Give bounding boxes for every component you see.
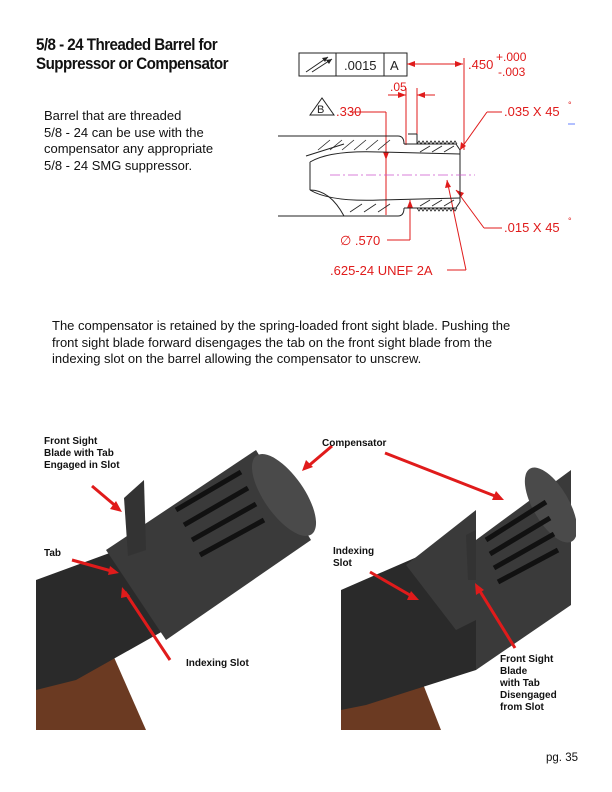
paragraph-line-1: The compensator is retained by the spring-loaded front sight blade. Pushing the — [52, 318, 511, 333]
chamfer-outer-degree: ° — [568, 100, 572, 110]
intro-line-3: compensator any appropriate — [44, 141, 214, 156]
compensator-photos — [36, 430, 476, 730]
title-line-2: Suppressor or Compensator — [36, 55, 229, 73]
diameter-label: ∅ .570 — [340, 233, 381, 248]
label-front-sight-engaged: Front Sight Blade with Tab Engaged in Slot — [44, 436, 120, 471]
dim-length-plus: +.000 — [496, 50, 527, 64]
photo-disengaged — [341, 510, 476, 730]
page-title — [36, 36, 228, 74]
datum-ref: A — [390, 58, 399, 73]
intro-line-2: 5/8 - 24 can be use with the — [44, 124, 204, 140]
body-paragraph — [52, 318, 572, 368]
chamfer-inner: .015 X 45 — [504, 220, 560, 235]
tolerance-frame — [299, 53, 407, 76]
datum-b-label: B — [317, 104, 325, 116]
front-sight-blade-left — [124, 480, 146, 556]
label-tab: Tab — [44, 548, 62, 559]
thread-spec: .625-24 UNEF 2A — [330, 263, 433, 278]
paragraph-line-2: front sight blade forward disengages the tab on the front sight blade from the — [52, 334, 493, 350]
intro-text — [44, 108, 264, 174]
label-indexing-slot-right: Indexing Slot — [333, 546, 375, 569]
page-number: pg. 35 — [546, 752, 578, 764]
barrel-thread-drawing — [270, 40, 590, 290]
label-indexing-slot-left: Indexing Slot — [186, 658, 249, 669]
chamfer-outer: .035 X 45 — [504, 104, 560, 119]
dim-length-minus: -.003 — [498, 65, 526, 79]
datum-b-marker — [310, 98, 334, 116]
intro-line-4: 5/8 - 24 SMG suppressor. — [44, 157, 193, 173]
photo-engaged — [36, 444, 328, 730]
intro-line-1: Barrel that are threaded — [44, 108, 182, 123]
label-compensator: Compensator — [322, 438, 387, 449]
dim-small: .05 — [390, 80, 407, 94]
label-front-sight-disengaged: Front Sight Blade with Tab Disengaged from Slot — [500, 654, 557, 713]
dim-length: .450 — [468, 57, 494, 72]
chamfer-inner-degree: ° — [568, 216, 572, 226]
paragraph-line-3: indexing slot on the barrel allowing the compensator to unscrew. — [52, 351, 422, 366]
title-line-1: 5/8 - 24 Threaded Barrel for — [36, 36, 218, 54]
dim-330: .330 — [336, 104, 362, 119]
tolerance-value: .0015 — [344, 58, 377, 73]
